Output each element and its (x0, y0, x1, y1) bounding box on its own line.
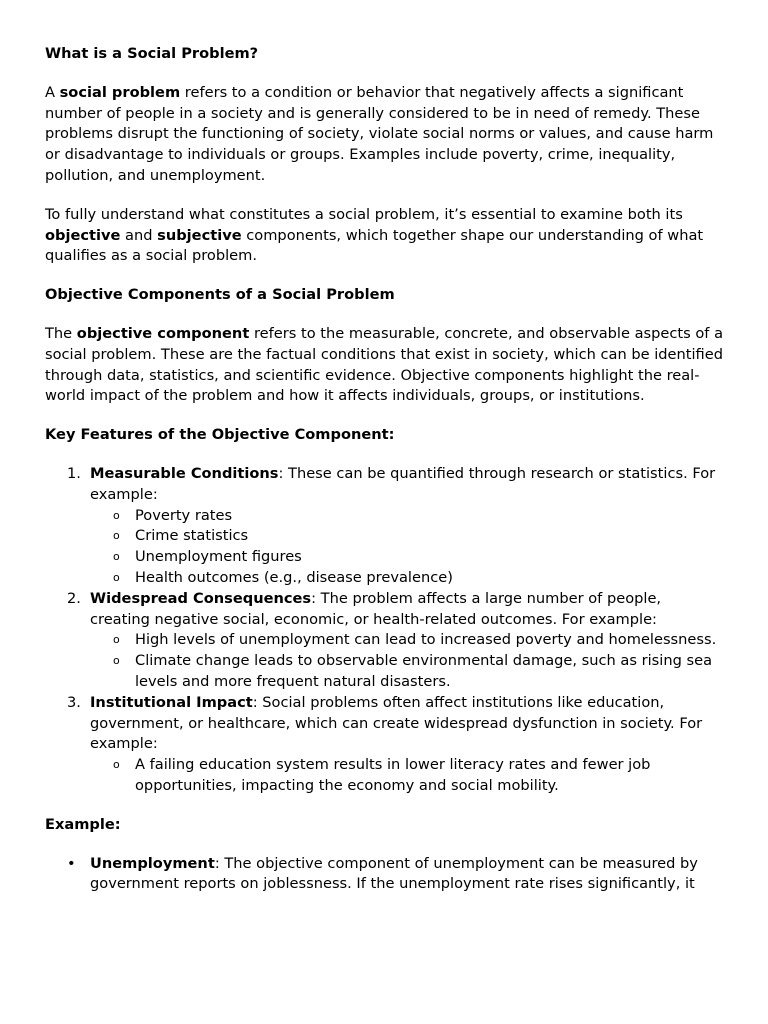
circle-bullet-icon: o (113, 758, 120, 772)
sublist-item: o Crime statistics (90, 526, 725, 547)
paragraph-objective-component: The objective component refers to the measurable, concrete, and observable aspects of a social problem. These are the factual conditions that exist in society, which can be identified through data, statistics, and scientific evidence. Objective components highlight the real-world impact of the problem and how it affects individuals, groups, or institutions. (45, 324, 724, 405)
heading-objective-components: Objective Components of a Social Problem (45, 286, 395, 304)
list-number: 3. (67, 693, 81, 711)
sublist-item: o Poverty rates (90, 506, 725, 527)
paragraph-definition: A social problem refers to a condition or behavior that negatively affects a significant number of people in a society and is generally considered to be in need of remedy. These problems disrupt the functioning of society, violate social norms or values, and cause harm or disadvantage to individuals or groups. Examples include poverty, crime, inequality, pollution, and unemployment. (45, 83, 714, 184)
key-features-list (45, 464, 725, 797)
sublist-item: o High levels of unemployment can lead to increased poverty and homelessness. (90, 630, 725, 651)
item-title: Widespread Consequences (90, 589, 312, 607)
sublist-item: o A failing education system results in lower literacy rates and fewer job opportunities, impacting the economy and social mobility. (113, 756, 651, 794)
circle-bullet-icon: o (113, 550, 120, 564)
list-item-measurable-conditions (45, 464, 725, 589)
circle-bullet-icon: o (113, 654, 120, 668)
list-number: 2. (67, 589, 81, 607)
bullet-icon: • (67, 854, 76, 872)
heading-what-is-social-problem: What is a Social Problem? (45, 45, 259, 62)
item-text: : The problem affects a large number of people, creating negative social, economic, or health-related outcomes. For example: (90, 589, 662, 628)
example-list (45, 854, 725, 896)
item-text: : These can be quantified through research or statistics. For example: (90, 464, 716, 503)
sublist (90, 755, 725, 797)
sublist-item: o Health outcomes (e.g., disease prevalence) (90, 568, 725, 589)
heading-key-features: Key Features of the Objective Component: (45, 426, 395, 444)
circle-bullet-icon: o (113, 570, 120, 584)
sublist-item: o Climate change leads to observable environmental damage, such as rising sea levels and more frequent natural disasters. (113, 652, 713, 690)
list-number: 1. (67, 464, 81, 482)
paragraph-components-intro: To fully understand what constitutes a social problem, it’s essential to examine both its objective and subjective components, which together shape our understanding of what qualifies as a social problem. (45, 205, 704, 265)
sublist-item: o Unemployment figures (90, 547, 725, 568)
item-title: Measurable Conditions (90, 464, 279, 482)
circle-bullet-icon: o (113, 508, 120, 522)
sublist (90, 630, 725, 692)
heading-example: Example: (45, 815, 121, 833)
item-text: : The objective component of unemployment can be measured by government reports on joblessness. If the unemployment rate rises significantly, it (90, 854, 698, 893)
document-page (45, 44, 725, 895)
list-item-widespread-consequences (45, 589, 725, 693)
circle-bullet-icon: o (113, 633, 120, 647)
item-title: Unemployment (90, 854, 215, 872)
item-title: Institutional Impact (90, 693, 253, 711)
item-text: : Social problems often affect institutions like education, government, or healthcare, which can create widespread dysfunction in society. For example: (90, 693, 703, 753)
list-item-unemployment (45, 854, 725, 896)
circle-bullet-icon: o (113, 529, 120, 543)
sublist (90, 506, 725, 589)
list-item-institutional-impact (45, 693, 725, 797)
